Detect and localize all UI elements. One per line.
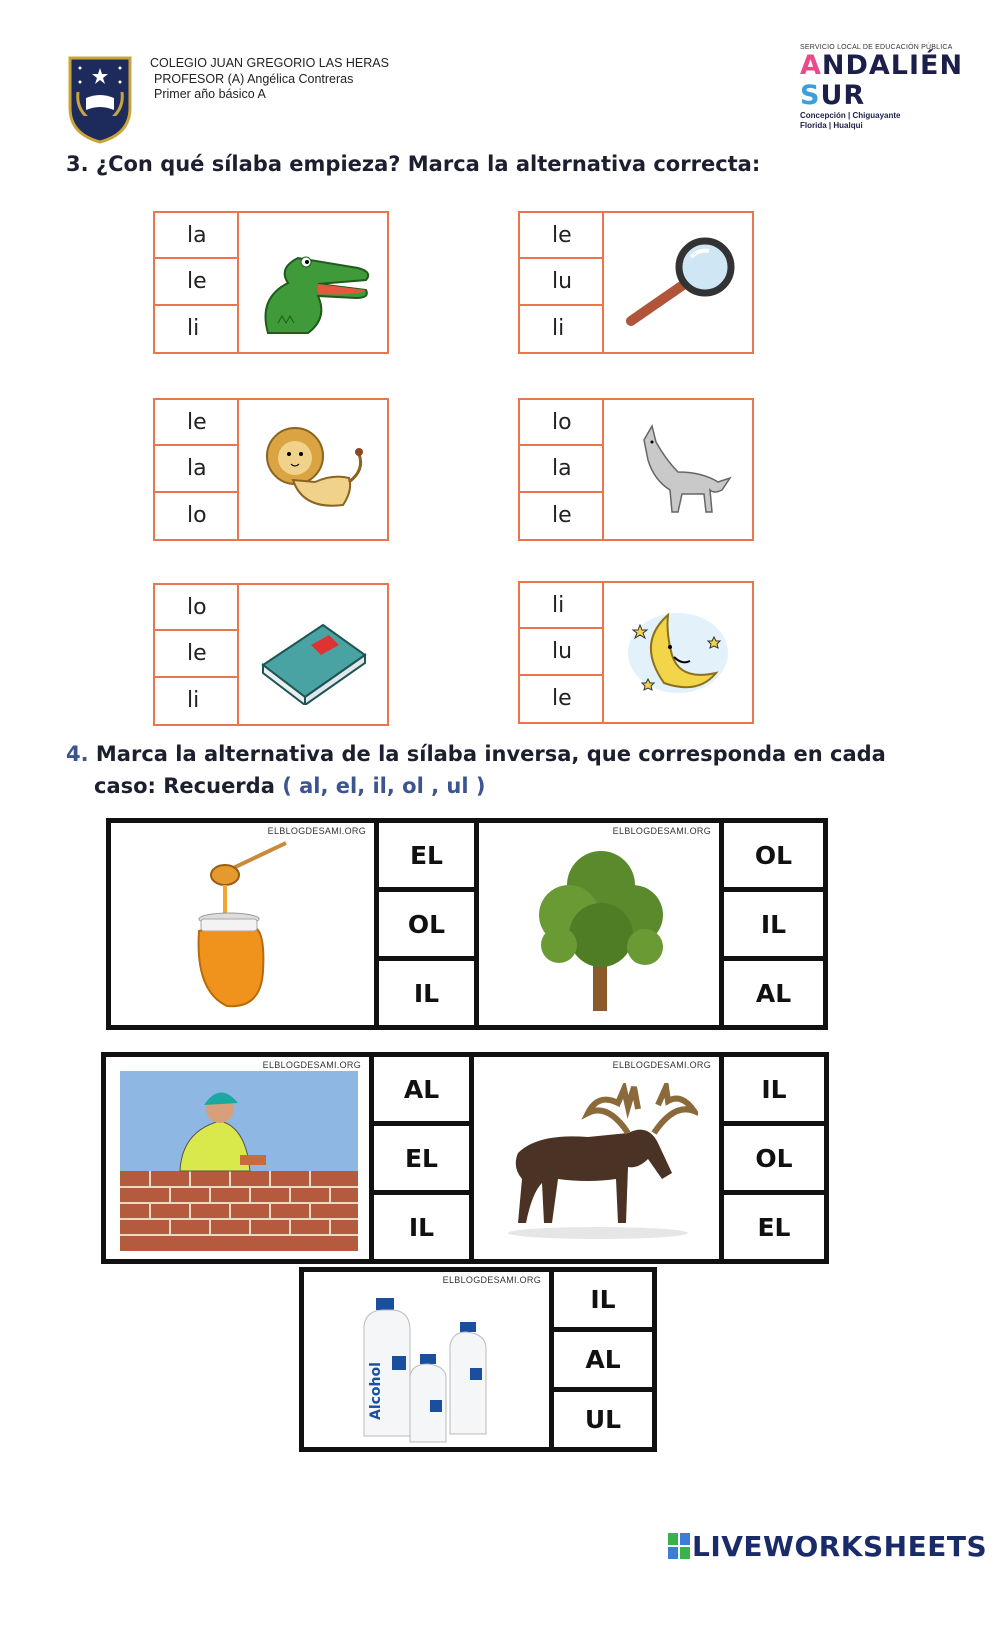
option-AL[interactable]: AL	[755, 978, 792, 1008]
syllable-card-magnifying-glass	[518, 211, 754, 354]
liveworksheets-text: LIVEWORKSHEETS	[692, 1530, 988, 1563]
option-EL[interactable]: EL	[374, 1126, 469, 1195]
question-3-number: 3.	[66, 152, 89, 176]
option-le[interactable]: le	[155, 400, 237, 446]
teacher-name: PROFESOR (A) Angélica Contreras	[154, 71, 354, 86]
option-le[interactable]: le	[552, 686, 572, 712]
question-3-text: ¿Con qué sílaba empieza? Marca la alternativa correcta:	[95, 152, 761, 176]
option-la[interactable]: la	[155, 446, 237, 492]
school-name: COLEGIO JUAN GREGORIO LAS HERAS	[150, 56, 389, 70]
option-column	[520, 583, 604, 722]
tree-image-cell	[479, 823, 724, 1025]
option-OL[interactable]: OL	[724, 823, 823, 892]
option-column	[155, 213, 239, 352]
moon-image	[604, 583, 752, 722]
option-li[interactable]: li	[187, 316, 200, 342]
tree-options	[724, 823, 823, 1025]
school-crest	[66, 52, 134, 144]
bricklayer-options	[374, 1057, 474, 1259]
option-le[interactable]: le	[520, 213, 602, 259]
watermark: ELBLOGDESAMI.ORG	[442, 1275, 541, 1285]
wolf-image	[604, 400, 752, 539]
option-IL[interactable]: IL	[724, 892, 823, 961]
watermark: ELBLOGDESAMI.ORG	[262, 1060, 361, 1070]
option-lo[interactable]: lo	[155, 585, 237, 631]
option-column	[520, 213, 604, 352]
brand-sub-1: Concepción | Chiguayante	[800, 111, 901, 120]
option-li[interactable]: li	[520, 583, 602, 629]
option-lo[interactable]: lo	[520, 400, 602, 446]
question-4-line-1: Marca la alternativa de la sílaba inversa, que corresponda en cada	[95, 742, 886, 766]
inverse-syllable-row-1	[106, 818, 828, 1030]
option-IL[interactable]: IL	[408, 1212, 435, 1242]
alcohol-label: Alcohol	[368, 1362, 384, 1420]
option-OL[interactable]: OL	[724, 1126, 824, 1195]
moose-image-cell	[474, 1057, 724, 1259]
syllable-card-crocodile	[153, 211, 389, 354]
option-le[interactable]: le	[552, 503, 572, 529]
recall-syllables: ( al, el, il, ol , ul )	[282, 774, 486, 798]
option-la[interactable]: la	[155, 213, 237, 259]
brand-line-1: ANDALIÉN	[800, 50, 964, 81]
watermark: ELBLOGDESAMI.ORG	[612, 1060, 711, 1070]
option-column	[155, 585, 239, 724]
option-la[interactable]: la	[520, 446, 602, 492]
inverse-syllable-row-3	[299, 1267, 657, 1452]
watermark: ELBLOGDESAMI.ORG	[612, 826, 711, 836]
option-le[interactable]: le	[155, 259, 237, 305]
syllable-card-book	[153, 583, 389, 726]
liveworksheets-icon	[668, 1533, 692, 1561]
option-li[interactable]: li	[552, 316, 565, 342]
class-name: Primer año básico A	[154, 87, 266, 101]
option-li[interactable]: li	[187, 688, 200, 714]
crocodile-image	[239, 213, 387, 352]
option-column	[155, 400, 239, 539]
magnifying-glass-image	[604, 213, 752, 352]
lion-image	[239, 400, 387, 539]
inverse-syllable-row-2	[101, 1052, 829, 1264]
alcohol-image-cell	[304, 1272, 554, 1447]
honey-image-cell	[111, 823, 379, 1025]
option-IL[interactable]: IL	[724, 1057, 824, 1126]
question-4-line-2: caso: Recuerda	[94, 774, 275, 798]
syllable-card-moon	[518, 581, 754, 724]
option-AL[interactable]: AL	[554, 1332, 652, 1392]
option-IL[interactable]: IL	[413, 978, 440, 1008]
syllable-card-lion	[153, 398, 389, 541]
andalien-sur-logo	[800, 44, 980, 131]
honey-options	[379, 823, 479, 1025]
question-4-title	[66, 738, 966, 802]
school-info	[150, 56, 389, 103]
brand-sub-2: Florida | Hualqui	[800, 121, 863, 130]
moose-options	[724, 1057, 824, 1259]
syllable-card-wolf	[518, 398, 754, 541]
option-OL[interactable]: OL	[379, 892, 474, 961]
liveworksheets-logo[interactable]	[668, 1530, 987, 1563]
bricklayer-image-cell	[106, 1057, 374, 1259]
watermark: ELBLOGDESAMI.ORG	[267, 826, 366, 836]
option-EL[interactable]: EL	[757, 1212, 791, 1242]
option-IL[interactable]: IL	[554, 1272, 652, 1332]
option-AL[interactable]: AL	[374, 1057, 469, 1126]
option-lu[interactable]: lu	[520, 259, 602, 305]
option-lo[interactable]: lo	[187, 503, 207, 529]
book-image	[239, 585, 387, 724]
option-EL[interactable]: EL	[379, 823, 474, 892]
alcohol-options	[554, 1272, 652, 1447]
question-4-number: 4.	[66, 742, 89, 766]
option-lu[interactable]: lu	[520, 629, 602, 675]
brand-line-2: SUR	[800, 80, 866, 111]
option-column	[520, 400, 604, 539]
option-le[interactable]: le	[155, 631, 237, 677]
brand-small-text: SERVICIO LOCAL DE EDUCACIÓN PÚBLICA	[800, 44, 953, 51]
question-3-title	[66, 148, 760, 180]
option-UL[interactable]: UL	[584, 1405, 622, 1434]
